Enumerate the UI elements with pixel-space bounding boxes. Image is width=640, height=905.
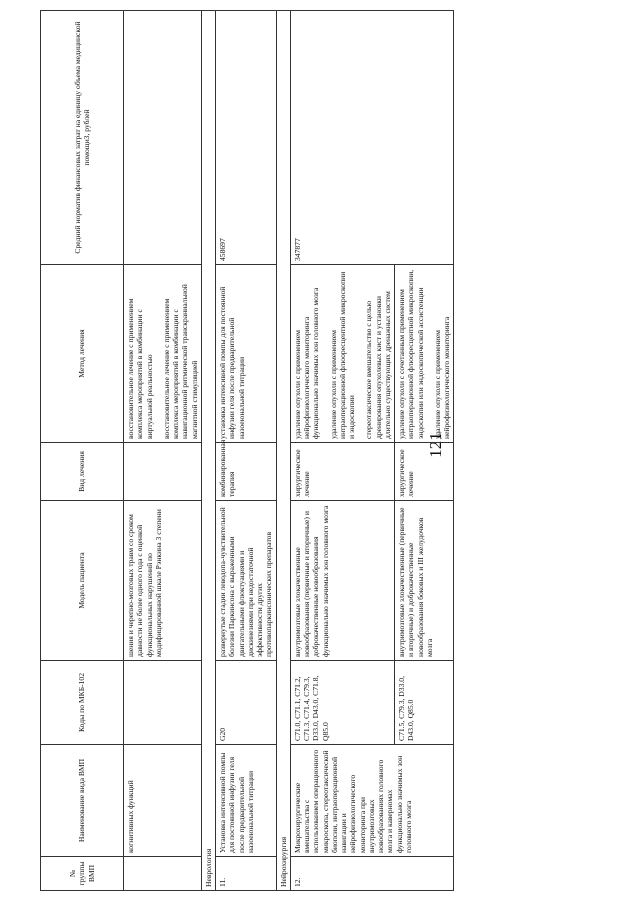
section-row-neurosurgery: [276, 11, 290, 891]
cell-method: [290, 265, 394, 443]
cell-model: шения и черепно-мозговых травм со сроком давности не более одного года с оценкой функциональных нарушений по модифицированной шкале Рэнкина 3 степени: [124, 501, 202, 661]
cell-cost: 347877: [290, 11, 454, 265]
cell-type: хирургическое лечение: [290, 443, 394, 501]
page-number: 121: [426, 432, 445, 458]
cell-model: развернутые стадии леводопа-чувствительной болезни Паркинсона с выраженными двигательными флюктуациями и дискинезиями при недостаточной эффективности других противопаркинсонических препаратов: [216, 501, 277, 661]
table-row: [290, 11, 394, 891]
cell-model: внутримозговые злокачественные новообразования (первичные и вторичные) и доброкачественные новообразования функционально значимых зон головного мозга: [290, 501, 394, 661]
cell-cost: [124, 11, 202, 265]
cell-type: [124, 443, 202, 501]
cell-model: внутримозговые злокачественные (первичные и вторичные) и доброкачественные новообразования боковых и III желудочков мозга: [395, 501, 454, 661]
method-item: удаление опухоли с применением интраоперационной флюоресцентной микроскопии и эндоскопии: [328, 271, 356, 439]
cell-group: 12.: [290, 857, 454, 891]
cell-codes: [124, 661, 202, 745]
method-item: восстановительное лечение с применением комплекса мероприятий в комбинации с навигационной ритмической транскраниальной магнитной стимуляцией: [161, 284, 199, 439]
cell-cost: 458697: [216, 11, 277, 265]
section-row-neurology: [201, 11, 215, 891]
section-title: Неврология: [203, 848, 213, 887]
header-type: Вид лечения: [41, 443, 124, 501]
cell-codes: C71.5, C79.3, D33.0, D43.0, Q85.0: [395, 661, 454, 745]
method-item: удаление опухоли с применением нейрофизиологического мониторинга: [432, 316, 451, 439]
cell-method: установка интенсивной помпы для постоянной инфузии геля после предварительной назоеюнальной титрации: [216, 265, 277, 443]
vmp-table: [40, 10, 454, 891]
method-item: восстановительное лечение с применением комплекса мероприятий в комбинации с виртуальной реальностью: [126, 298, 154, 439]
cell-method: [395, 265, 454, 443]
cell-method: [124, 265, 202, 443]
cell-name: Микрохирургические вмешательства с использованием операционного микроскопа, стереотаксической биопсии, интраоперационной навигации и нейрофизиологического мониторинга при внутримозговых новообразованиях головного мозга и каверномах функционально значимых зон головного мозга: [290, 745, 454, 857]
method-item: удаление опухоли с сочетанным применением интраоперационной флюоресцентной микроскопии, эндоскопии или эндоскопической ассистенции: [397, 269, 425, 439]
header-cost: Средний норматив финансовых затрат на единицу объема медицинской помощи3, рублей: [41, 11, 124, 265]
header-group: № группы ВМП: [41, 857, 124, 891]
cell-type: комбинированная терапия: [216, 443, 277, 501]
cell-group: [124, 857, 202, 891]
header-method: Метод лечения: [41, 265, 124, 443]
method-item: удаление опухоли с применением нейрофизиологического мониторинга функционально значимых зон головного мозга: [292, 287, 321, 439]
table-row: [124, 11, 202, 891]
section-title: Нейрохирургия: [278, 836, 288, 887]
cell-name: Установка интенсивной помпы для постоянной инфузии геля после предварительной назоеюнальной титрации: [216, 745, 277, 857]
header-codes: Коды по МКБ-102: [41, 661, 124, 745]
cell-codes: G20: [216, 661, 277, 745]
cell-codes: C71.0, C71.1, C71.2, C71.3, C71.4, C79.3, D33.0, D43.0, C71.8, Q85.0: [290, 661, 394, 745]
cell-group: 11.: [216, 857, 277, 891]
method-item: стереотаксическое вмешательство с целью дренирования опухолевых кист и установки длительно существующих дренажных систем: [364, 291, 392, 439]
header-model: Модель пациента: [41, 501, 124, 661]
cell-type: хирургическое лечение: [395, 443, 454, 501]
cell-name: когнитивных функций: [124, 745, 202, 857]
header-name: Наименование вида ВМП: [41, 745, 124, 857]
table-header-row: [41, 11, 124, 891]
table-row: [216, 11, 277, 891]
